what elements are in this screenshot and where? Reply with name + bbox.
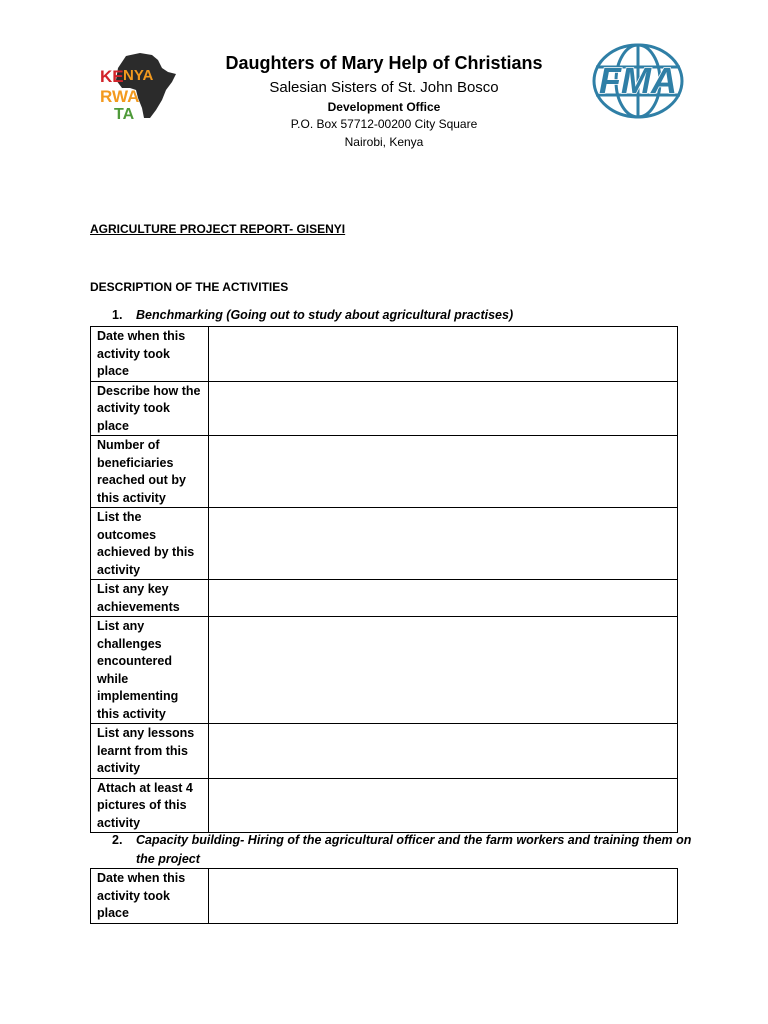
table-row xyxy=(91,580,678,617)
row-label: List the outcomes achieved by this activity xyxy=(91,508,209,580)
table-row xyxy=(91,381,678,436)
row-label: List any lessons learnt from this activity xyxy=(91,724,209,779)
table-row xyxy=(91,508,678,580)
answer-cell[interactable] xyxy=(209,508,678,580)
office-name: Development Office xyxy=(327,100,441,114)
table-row xyxy=(91,617,678,724)
row-label: Date when this activity took place xyxy=(91,869,209,924)
activity-1-table xyxy=(90,326,678,833)
answer-cell[interactable] xyxy=(209,381,678,436)
activity-heading-text: Benchmarking (Going out to study about agricultural practises) xyxy=(136,308,514,322)
answer-cell[interactable] xyxy=(209,778,678,833)
row-label: List any key achievements xyxy=(91,580,209,617)
logo-text-ta: TA xyxy=(114,106,135,122)
report-title: AGRICULTURE PROJECT REPORT- GISENYI xyxy=(90,222,346,236)
fma-logo-text: FMA xyxy=(599,60,677,101)
activity-1-heading xyxy=(112,308,513,322)
table-row xyxy=(91,327,678,382)
logo-text-ke: KE xyxy=(100,67,124,86)
section-title: DESCRIPTION OF THE ACTIVITIES xyxy=(90,280,289,294)
row-label: Date when this activity took place xyxy=(91,327,209,382)
row-label: Number of beneficiaries reached out by this activity xyxy=(91,436,209,508)
answer-cell[interactable] xyxy=(209,327,678,382)
table-row xyxy=(91,724,678,779)
logo-text-nya: NYA xyxy=(123,67,154,84)
table-row xyxy=(91,869,678,924)
organization-subtitle: Salesian Sisters of St. John Bosco xyxy=(269,79,499,96)
city: Nairobi, Kenya xyxy=(344,135,424,149)
table-row xyxy=(91,778,678,833)
activity-2-table xyxy=(90,868,678,924)
answer-cell[interactable] xyxy=(209,617,678,724)
row-label: Attach at least 4 pictures of this activity xyxy=(91,778,209,833)
activity-number: 1. xyxy=(112,308,123,322)
po-box: P.O. Box 57712-00200 City Square xyxy=(290,117,478,131)
logo-text-rwa: RWA xyxy=(100,87,140,106)
activity-heading-text: Capacity building- Hiring of the agricultural officer and the farm workers and training them on xyxy=(136,833,692,847)
row-label: Describe how the activity took place xyxy=(91,381,209,436)
organization-title: Daughters of Mary Help of Christians xyxy=(225,53,543,73)
row-label: List any challenges encountered while implementing this activity xyxy=(91,617,209,724)
answer-cell[interactable] xyxy=(209,724,678,779)
activity-number: 2. xyxy=(112,833,123,847)
answer-cell[interactable] xyxy=(209,869,678,924)
activity-2-heading xyxy=(112,831,691,869)
answer-cell[interactable] xyxy=(209,580,678,617)
table-row xyxy=(91,436,678,508)
answer-cell[interactable] xyxy=(209,436,678,508)
activity-heading-continuation: the project xyxy=(136,852,200,866)
